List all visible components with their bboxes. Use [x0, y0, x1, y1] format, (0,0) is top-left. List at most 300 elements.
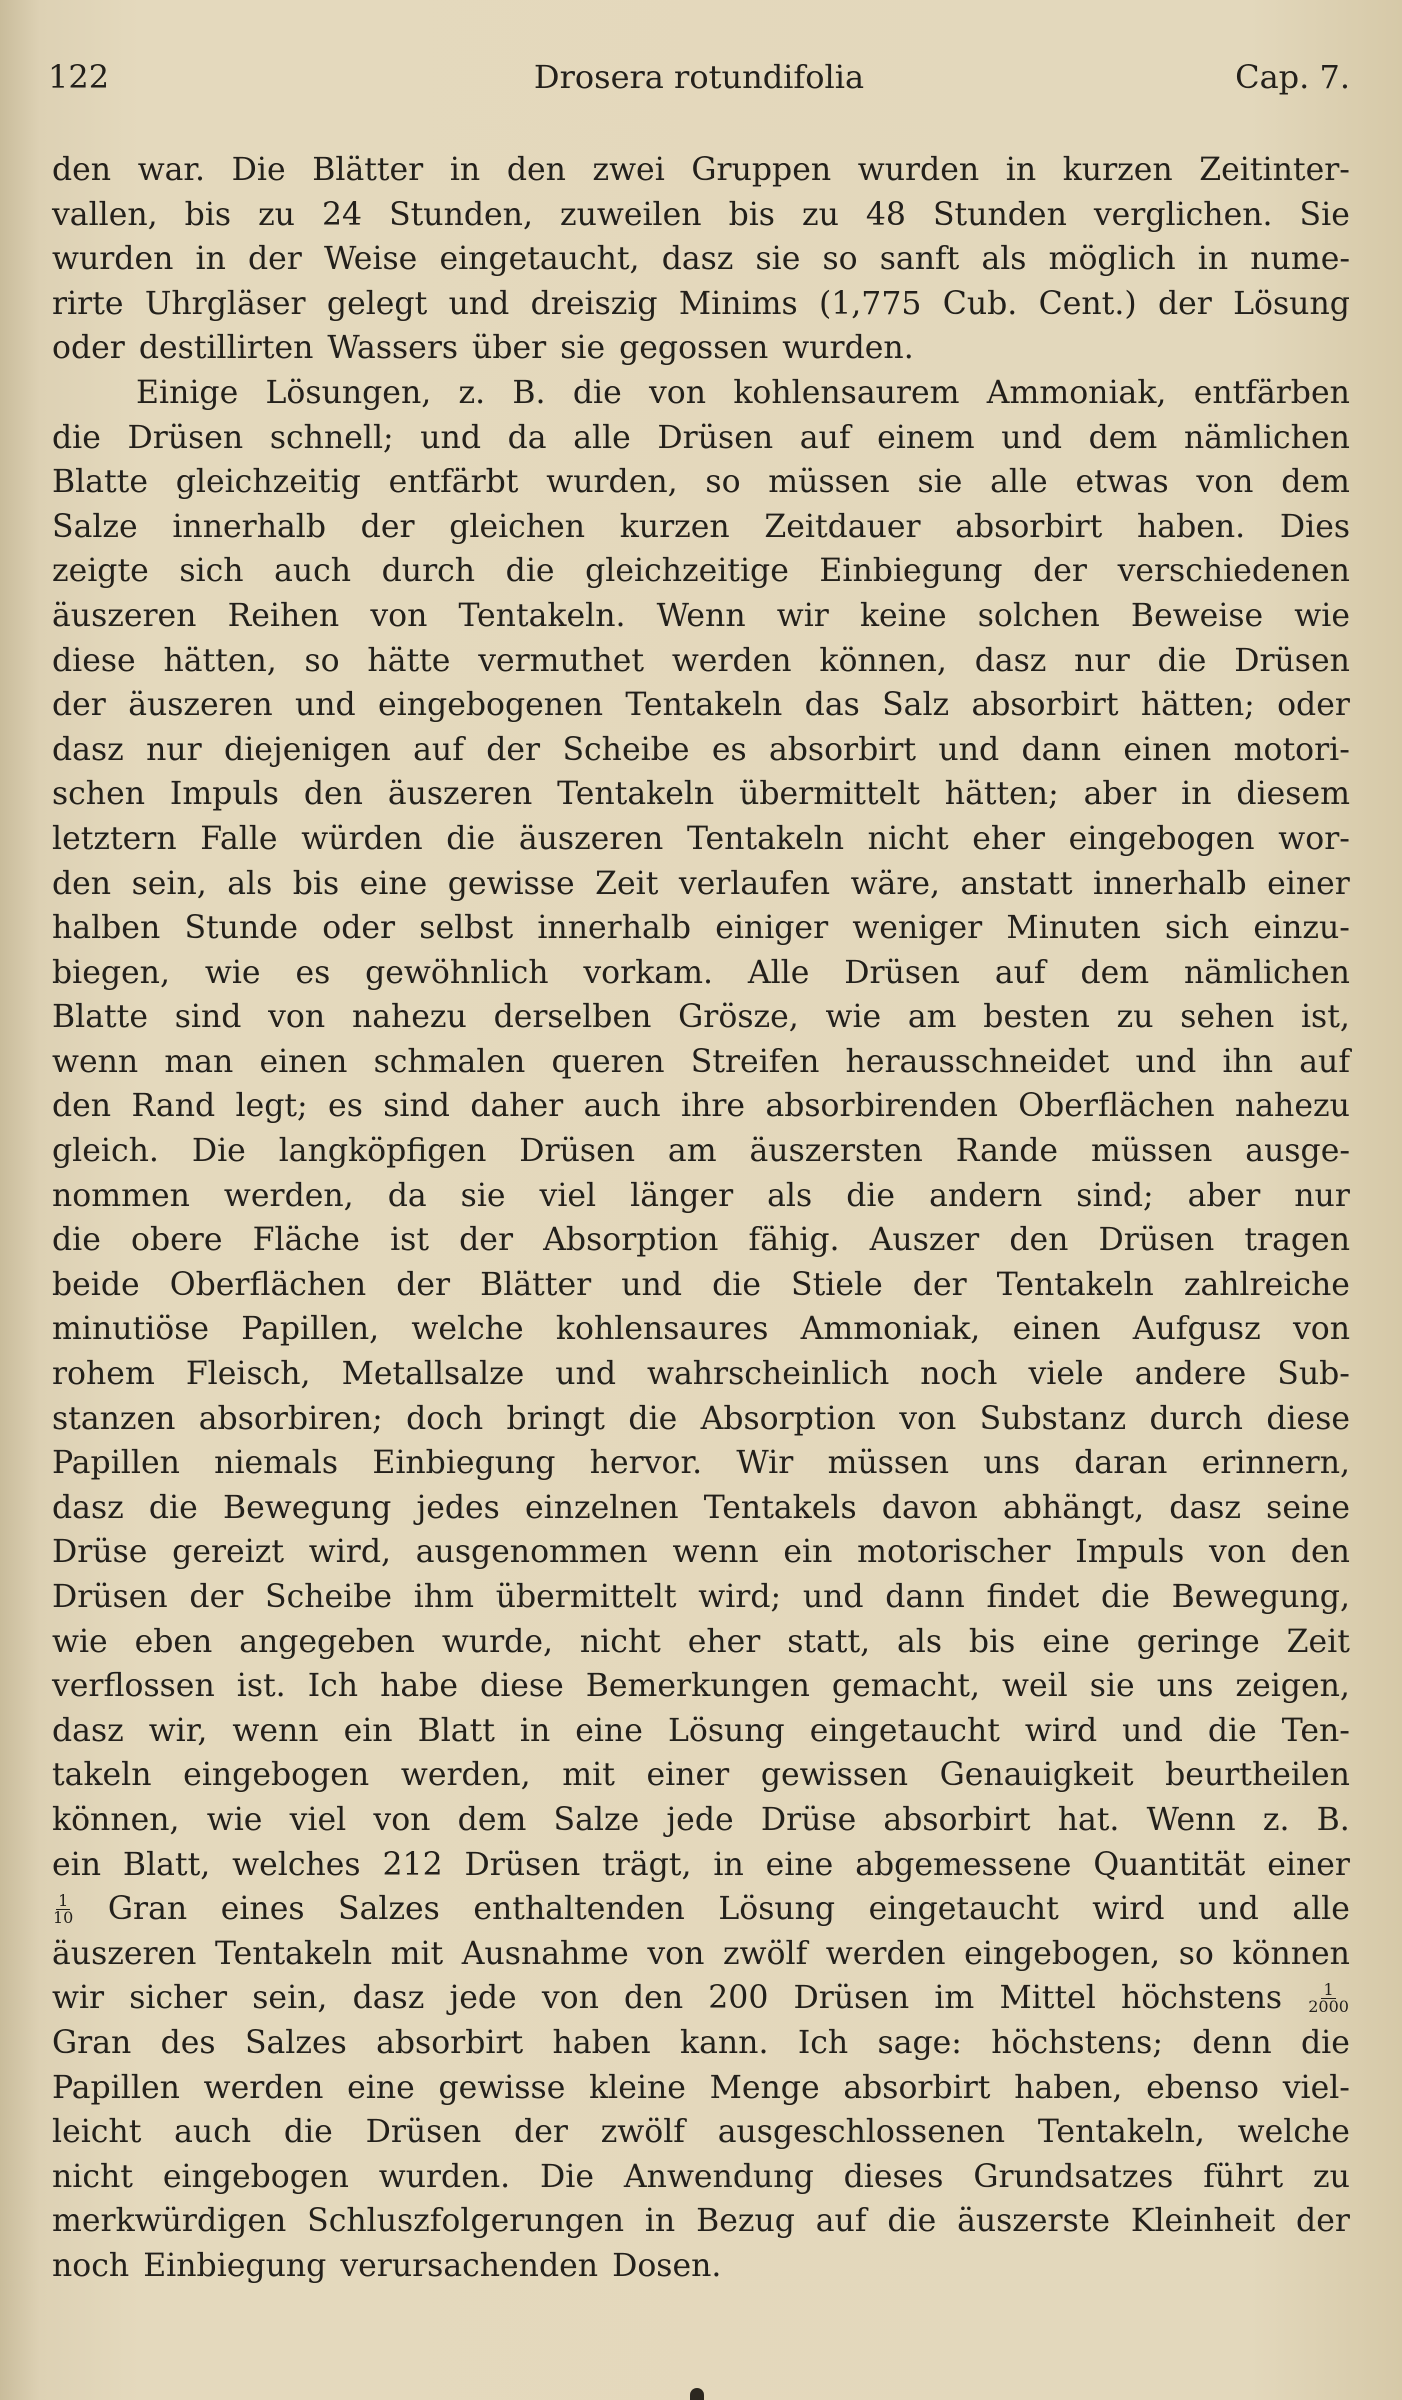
word: trägt,: [602, 1846, 692, 1883]
word: so: [1178, 1935, 1214, 1972]
word: nämlichen: [1184, 954, 1350, 991]
word: gewisse: [447, 865, 575, 902]
word: einzu-: [1253, 910, 1350, 947]
word: rohem: [52, 1356, 155, 1393]
word: Blatt: [417, 1712, 495, 1749]
word: die: [1301, 2024, 1350, 2061]
word: gemacht,: [831, 1668, 980, 1705]
word: der: [396, 1266, 451, 1303]
word: Gran: [52, 2024, 132, 2061]
word: ihre: [681, 1088, 746, 1125]
word: können,: [52, 1801, 180, 1838]
word: andern: [929, 1177, 1043, 1214]
word: Dies: [1279, 508, 1350, 545]
word: wie: [825, 999, 882, 1036]
word: ebenso: [1146, 2069, 1259, 2106]
word: anstatt: [960, 865, 1073, 902]
word: solchen: [977, 597, 1100, 634]
word: müssen: [768, 464, 890, 501]
word: oder: [322, 910, 396, 947]
word: sie: [755, 241, 801, 278]
word: verglichen.: [1093, 196, 1273, 233]
word: wurden,: [546, 464, 678, 501]
word: wir,: [148, 1712, 208, 1749]
word: bis: [292, 865, 340, 902]
word: und: [448, 285, 510, 322]
word: destillirten: [138, 330, 314, 367]
word: davon: [881, 1489, 978, 1526]
word: Schluszfolgerungen: [307, 2203, 625, 2240]
word: welches: [232, 1846, 361, 1883]
word: Stunden: [932, 196, 1067, 233]
word: so: [304, 642, 340, 679]
word: als: [981, 241, 1027, 278]
word: Weise: [323, 241, 418, 278]
text-line: [52, 1218, 1350, 1263]
fraction-denominator: 2000: [1308, 1997, 1349, 2017]
word: z.: [1262, 1801, 1290, 1838]
word: Salze: [52, 508, 138, 545]
word: führt: [1203, 2158, 1284, 2195]
word: bis: [968, 1623, 1016, 1660]
word: minutiöse: [52, 1311, 210, 1348]
word: Ammoniak,: [800, 1311, 981, 1348]
word: Bewegung: [222, 1489, 392, 1526]
word: ein: [343, 1712, 393, 1749]
word: Blatte: [52, 999, 148, 1036]
word: einiger: [715, 910, 829, 947]
word: der: [248, 241, 302, 278]
text-line: [52, 1620, 1350, 1665]
word: wäre,: [850, 865, 941, 902]
word: der: [514, 2114, 568, 2151]
word: zahlreiche: [1183, 1266, 1350, 1303]
word: sind: [383, 1088, 450, 1125]
word: niemals: [214, 1445, 339, 1482]
word: am: [907, 999, 957, 1036]
word: takeln: [52, 1757, 152, 1794]
word: Wassers: [327, 330, 459, 367]
word: sind;: [1076, 1177, 1154, 1214]
word: kohlensaurem: [733, 374, 960, 411]
word: eine: [1042, 1623, 1110, 1660]
word: oder: [1277, 687, 1350, 724]
word: äuszerste: [957, 2203, 1111, 2240]
word: dem: [1281, 464, 1350, 501]
word: stanzen: [52, 1400, 176, 1437]
word: gewissen: [760, 1757, 908, 1794]
word: Zeit: [1286, 1623, 1350, 1660]
word: viele: [1028, 1356, 1104, 1393]
word: in: [195, 241, 226, 278]
word: der: [459, 1222, 514, 1259]
word: innerhalb: [172, 508, 326, 545]
word: entfärbt: [388, 464, 519, 501]
word: den: [1009, 1222, 1069, 1259]
word: bis: [728, 196, 775, 233]
word: von: [1292, 1311, 1350, 1348]
word: diejenigen: [224, 731, 391, 768]
text-line: [52, 1129, 1350, 1174]
fraction-numerator: 1: [1323, 1980, 1334, 2000]
word: eine: [575, 1712, 643, 1749]
word: Drüsen: [793, 1980, 910, 2017]
word: es: [328, 1088, 363, 1125]
word: Metallsalze: [341, 1356, 525, 1393]
word: dasz: [52, 731, 124, 768]
word: nämlichen: [1183, 419, 1350, 456]
word: ist: [390, 1222, 429, 1259]
word: welche: [1237, 2114, 1350, 2151]
text-line: [52, 1084, 1350, 1129]
word: sage:: [877, 2024, 962, 2061]
text-line: [52, 193, 1350, 238]
word: Tentakeln: [686, 820, 844, 857]
word: wie: [1294, 597, 1350, 634]
word: diese: [1266, 1400, 1350, 1437]
word: alle: [573, 419, 631, 456]
word: Wenn: [656, 597, 746, 634]
word: eingebogen: [1068, 820, 1255, 857]
word: durch: [1149, 1400, 1243, 1437]
word: nur: [1074, 642, 1130, 679]
word: eingetaucht: [809, 1712, 1000, 1749]
text-line: [52, 995, 1350, 1040]
word: können: [1232, 1935, 1350, 1972]
word: Ausnahme: [461, 1935, 629, 1972]
word: höchstens;: [991, 2024, 1163, 2061]
word: bringt: [506, 1400, 605, 1437]
word: gegossen: [619, 330, 769, 367]
word: werden,: [223, 1177, 354, 1214]
fraction: [1307, 1982, 1350, 2021]
word: beurtheilen: [1165, 1757, 1350, 1794]
word: rirte: [52, 285, 124, 322]
word: gleichzeitige: [585, 553, 789, 590]
word: als: [767, 1177, 813, 1214]
word: viel-: [1282, 2069, 1350, 2106]
word: von: [647, 1935, 705, 1972]
word: einen: [259, 1043, 348, 1080]
word: können,: [819, 642, 947, 679]
text-line: [52, 1352, 1350, 1397]
word: mit: [390, 1935, 444, 1972]
word: äuszeren: [52, 597, 197, 634]
word: es: [711, 731, 747, 768]
word: zu: [1116, 999, 1154, 1036]
body-text: [52, 148, 1350, 2289]
word: in: [1005, 152, 1037, 188]
word: der: [912, 1266, 967, 1303]
text-line: [52, 326, 1350, 371]
word: die: [52, 419, 101, 456]
word: Drüse: [760, 1801, 857, 1838]
text-line: [52, 1575, 1350, 1620]
word: Bewegung,: [1171, 1579, 1350, 1615]
word: absorbirt: [768, 731, 917, 768]
word: einem: [877, 419, 975, 456]
text-line: [52, 772, 1350, 817]
word: Lösung: [718, 1891, 836, 1928]
word: nommen: [52, 1177, 190, 1214]
word: Bemerkungen: [585, 1668, 810, 1705]
word: innerhalb: [537, 910, 691, 947]
text-line: [52, 906, 1350, 951]
text-line: [52, 817, 1350, 862]
word: eine: [765, 1846, 834, 1883]
word: diese: [52, 642, 136, 679]
word: z.: [458, 374, 486, 411]
text-line: [52, 416, 1350, 461]
word: Fläche: [252, 1222, 360, 1259]
word: Blatte: [52, 464, 148, 501]
word: Die: [231, 152, 286, 188]
word: wor-: [1278, 820, 1350, 857]
word: und: [938, 731, 1000, 768]
chapter-label: Cap. 7.: [1235, 58, 1350, 96]
word: denn: [1192, 2024, 1272, 2061]
word: Streifen: [690, 1043, 820, 1080]
word: Beweise: [1130, 597, 1264, 634]
word: legt;: [235, 1088, 308, 1125]
word: Cent.): [1038, 285, 1137, 322]
word: B.: [512, 374, 546, 411]
word: und: [1198, 1891, 1259, 1928]
word: gewöhnlich: [365, 954, 549, 991]
text-line: [52, 1441, 1350, 1486]
running-title: Drosera rotundifolia: [533, 58, 865, 96]
word: Tentakeln: [625, 687, 783, 724]
word: die: [1157, 642, 1207, 679]
word: derselben: [493, 999, 652, 1036]
word: die: [1207, 1712, 1257, 1749]
text-line: [52, 1530, 1350, 1575]
word: den: [52, 1088, 112, 1125]
word: haben,: [1014, 2069, 1123, 2106]
word: da: [507, 419, 547, 456]
word: (1,775: [818, 285, 922, 322]
word: Absorption: [700, 1400, 876, 1437]
word: Lösungen,: [265, 374, 432, 411]
word: Tentakeln: [557, 776, 715, 813]
word: den: [52, 865, 112, 902]
word: sie: [460, 1177, 506, 1214]
word: daher: [470, 1088, 564, 1125]
word: Falle: [200, 820, 278, 857]
word: Tentakels: [703, 1489, 857, 1526]
word: ist.: [236, 1668, 286, 1705]
text-line: [52, 683, 1350, 728]
word: Scheibe: [265, 1579, 393, 1615]
word: als: [897, 1623, 943, 1660]
word: man: [164, 1043, 234, 1080]
word: werden,: [400, 1757, 531, 1794]
word: möglich: [1048, 241, 1176, 278]
word: hat.: [1057, 1801, 1120, 1838]
word: würden: [301, 820, 423, 857]
word: viel: [539, 1177, 597, 1214]
word: Mittel: [999, 1980, 1096, 2017]
word: absorbiren;: [198, 1400, 383, 1437]
word: eingebogen: [162, 2158, 349, 2195]
word: B.: [1316, 1801, 1350, 1838]
word: von: [373, 1801, 431, 1838]
word: Drüsen: [127, 419, 244, 456]
word: geringe: [1136, 1623, 1260, 1660]
word: Papillen: [52, 2069, 180, 2106]
word: biegen,: [52, 954, 170, 991]
word: Blätter: [480, 1266, 592, 1303]
word: kann.: [680, 2024, 769, 2061]
word: erinnern,: [1201, 1445, 1350, 1482]
word: und: [294, 687, 356, 724]
word: eine: [347, 2069, 415, 2106]
word: Die: [191, 1133, 246, 1170]
word: dem: [1080, 954, 1150, 991]
word: in: [1197, 241, 1229, 278]
word: den: [52, 152, 112, 188]
word: übermittelt: [739, 776, 920, 813]
word: Drüsen: [52, 1579, 168, 1615]
word: werden: [825, 1935, 946, 1972]
word: zwei: [592, 152, 665, 188]
word: Gruppen: [691, 152, 832, 188]
printer-mark: [690, 2388, 704, 2400]
word: in: [644, 2203, 676, 2240]
word: Scheibe: [562, 731, 690, 768]
page-number: 122: [48, 58, 110, 96]
word: den: [303, 776, 363, 813]
word: von: [1196, 464, 1254, 501]
word: nahezu: [351, 999, 467, 1036]
word: kurzen: [619, 508, 730, 545]
word: haben.: [1137, 508, 1246, 545]
word: Blatt,: [122, 1846, 211, 1883]
text-line: [52, 862, 1350, 907]
word: 212: [382, 1846, 443, 1883]
word: sein,: [131, 865, 207, 902]
word: von: [1209, 1534, 1267, 1571]
word: die: [446, 820, 496, 857]
fraction-denominator: 10: [53, 1908, 74, 1928]
word: hätten,: [163, 642, 277, 679]
word: und: [1122, 1712, 1183, 1749]
word: und: [621, 1266, 682, 1303]
word: von: [370, 597, 428, 634]
word: wurden.: [782, 330, 914, 367]
word: absorbirt: [883, 1801, 1031, 1838]
text-line: [52, 237, 1350, 282]
word: daran: [1074, 1445, 1168, 1482]
word: einer: [1267, 865, 1350, 902]
word: wenn: [52, 1043, 139, 1080]
word: war.: [137, 152, 206, 188]
word: nur: [146, 731, 202, 768]
word: nicht: [867, 820, 949, 857]
word: Ten-: [1281, 1712, 1350, 1749]
word: Drüsen: [1234, 642, 1350, 679]
text-line: [52, 1843, 1350, 1888]
word: höchstens: [1120, 1980, 1283, 2017]
word: die: [572, 374, 622, 411]
word: alle: [1292, 1891, 1350, 1928]
word: Auszer: [869, 1222, 980, 1259]
word: von: [268, 999, 326, 1036]
word: eingebogen,: [964, 1935, 1161, 1972]
word: gelegt: [326, 285, 428, 322]
word: haben: [552, 2024, 651, 2061]
text-line: [52, 1307, 1350, 1352]
word: Die: [540, 2158, 595, 2195]
text-line: [52, 1174, 1350, 1219]
word: der: [189, 1579, 244, 1615]
word: die: [283, 2114, 333, 2151]
word: einer: [1267, 1846, 1350, 1883]
word: und: [1135, 1043, 1197, 1080]
word: schen: [52, 776, 146, 813]
word: verschiedenen: [1117, 553, 1350, 590]
word: findet: [986, 1579, 1080, 1615]
word: sein,: [252, 1980, 328, 2017]
text-line: [52, 1664, 1350, 1709]
word: enthaltenden: [473, 1891, 685, 1928]
word: selbst: [419, 910, 514, 947]
word: ein: [52, 1846, 102, 1883]
word: von: [648, 374, 707, 411]
word: Tentakeln: [996, 1266, 1154, 1303]
word: äuszeren: [52, 1935, 197, 1972]
word: Papillen,: [241, 1311, 380, 1348]
text-line: [52, 1887, 1350, 1932]
word: in: [519, 1712, 551, 1749]
word: eingetaucht,: [439, 241, 640, 278]
word: Drüsen: [1098, 1222, 1215, 1259]
word: entfärben: [1193, 374, 1350, 411]
word: absorbirt: [376, 2024, 524, 2061]
word: sanft: [879, 241, 960, 278]
word: Salzes: [338, 1891, 440, 1928]
word: absorbirt: [843, 2069, 991, 2106]
word: die: [887, 2203, 937, 2240]
word: jede: [449, 1980, 517, 2017]
fraction-numerator: 1: [58, 1891, 69, 1911]
word: auf: [413, 731, 464, 768]
word: eher: [687, 1623, 761, 1660]
word: in: [449, 152, 481, 188]
word: vermuthet: [478, 642, 645, 679]
word: müssen: [827, 1445, 950, 1482]
word: habe: [380, 1668, 458, 1705]
word: die: [505, 553, 555, 590]
word: so: [822, 241, 858, 278]
word: vallen,: [52, 196, 158, 233]
word: Blätter: [312, 152, 424, 188]
word: gleichzeitig: [175, 464, 361, 501]
word: wie: [206, 1801, 263, 1838]
word: auch: [174, 2114, 252, 2151]
word: Einbiegung: [372, 1445, 556, 1482]
word: Tentakeln,: [1037, 2114, 1205, 2151]
word: die: [52, 1222, 101, 1259]
word: eines: [220, 1891, 305, 1928]
word: wie: [204, 954, 261, 991]
word: Fleisch,: [185, 1356, 311, 1393]
word: Grösze,: [678, 999, 799, 1036]
word: werden: [203, 2069, 324, 2106]
word: zeigte: [52, 553, 149, 590]
word: von: [541, 1980, 599, 2017]
text-line: [52, 282, 1350, 327]
